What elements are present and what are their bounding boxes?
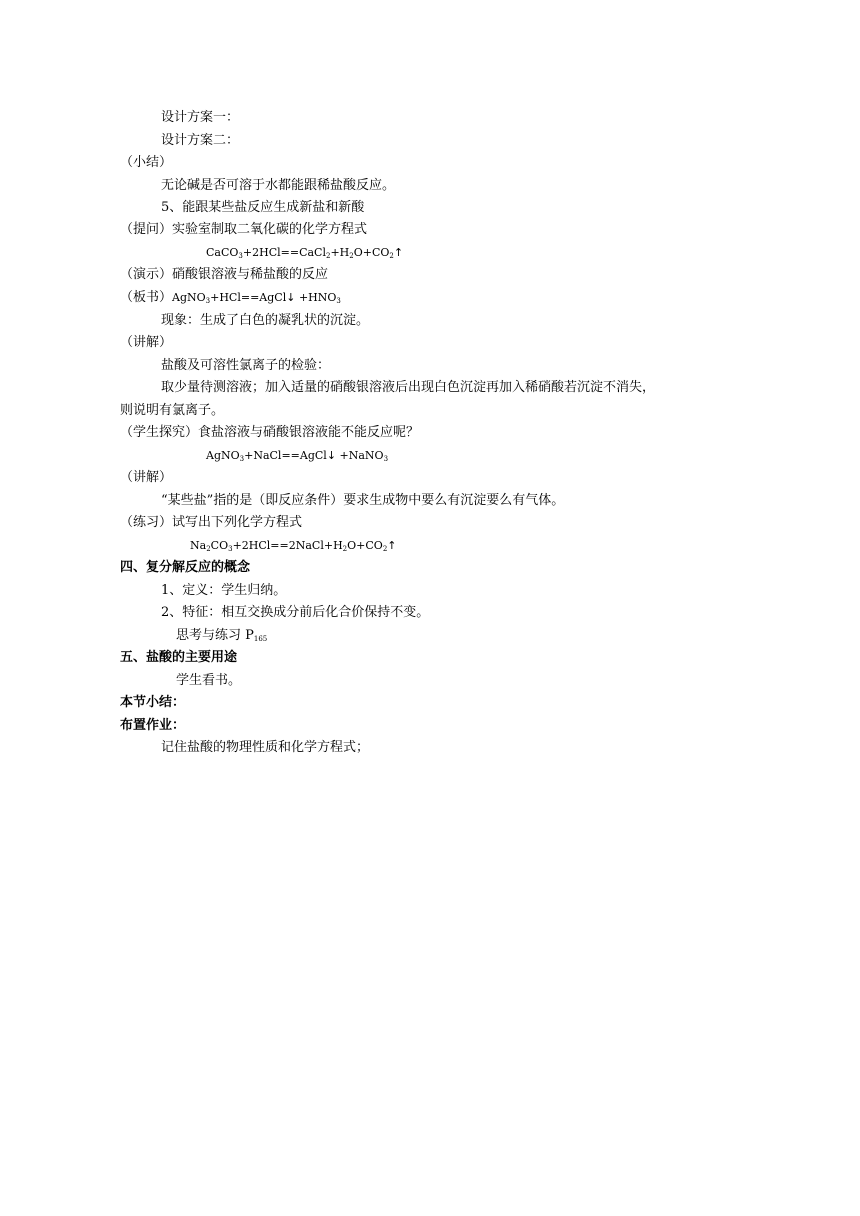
formula-agno3-hcl: AgNO$_3$+HCl==AgCl↓ $+HNO_3$ — [172, 291, 341, 305]
section-heading-4: 四、复分解反应的概念 — [120, 560, 251, 575]
homework-text: 记住盐酸的物理性质和化学方程式； — [161, 740, 370, 755]
section-heading-5: 五、盐酸的主要用途 — [120, 650, 238, 665]
chloride-test-step: 取少量待测溶液；加入适量的硝酸银溶液后出现白色沉淀再加入稀硝酸若沉淀不消失， — [161, 380, 656, 395]
point-5: 5、能跟某些盐反应生成新盐和新酸 — [161, 200, 365, 215]
design-plan-two: 设计方案二： — [161, 133, 240, 148]
chloride-test-title: 盐酸及可溶性氯离子的检验： — [161, 358, 331, 373]
read-book: 学生看书。 — [176, 673, 242, 688]
formula-caco3: $CaCO_3+2HCl==CaCl_2+H_2O+CO_2↑$ — [206, 246, 404, 260]
explain-label-1: （讲解） — [120, 335, 173, 350]
definition-item: 1、定义：学生归纳。 — [161, 583, 287, 598]
board-note: （板书）AgNO$_3$+HCl==AgCl↓ $+HNO_3$ — [120, 290, 341, 305]
summary-label: （小结） — [120, 155, 173, 170]
student-inquiry: （学生探究）食盐溶液与硝酸银溶液能不能反应呢？ — [120, 425, 420, 440]
homework-heading: 布置作业： — [120, 718, 186, 733]
feature-item: 2、特征：相互交换成分前后化合价保持不变。 — [161, 605, 430, 620]
explain-label-2: （讲解） — [120, 470, 173, 485]
think-practice: 思考与练习 $P_{165}$ — [176, 628, 268, 643]
formula-agno3-nacl: AgNO$_3$+NaCl==AgCl↓ +NaNO$_3$ — [206, 449, 389, 463]
exercise-label: （练习）试写出下列化学方程式 — [120, 515, 303, 530]
lesson-summary-heading: 本节小结： — [120, 695, 186, 710]
demo-label: （演示）硝酸银溶液与稀盐酸的反应 — [120, 267, 329, 282]
chloride-test-conclusion: 则说明有氯离子。 — [120, 403, 225, 418]
phenomenon-text: 现象：生成了白色的凝乳状的沉淀。 — [161, 313, 370, 328]
design-plan-one: 设计方案一： — [161, 110, 240, 125]
formula-na2co3: $Na_2CO_3+2HCl==2NaCl+H_2O+CO_2↑$ — [190, 539, 397, 553]
summary-text: 无论碱是否可溶于水都能跟稀盐酸反应。 — [161, 178, 396, 193]
question-co2: （提问）实验室制取二氧化碳的化学方程式 — [120, 222, 368, 237]
some-salts-explanation: “某些盐”指的是（即反应条件）要求生成物中要么有沉淀要么有气体。 — [161, 493, 565, 508]
